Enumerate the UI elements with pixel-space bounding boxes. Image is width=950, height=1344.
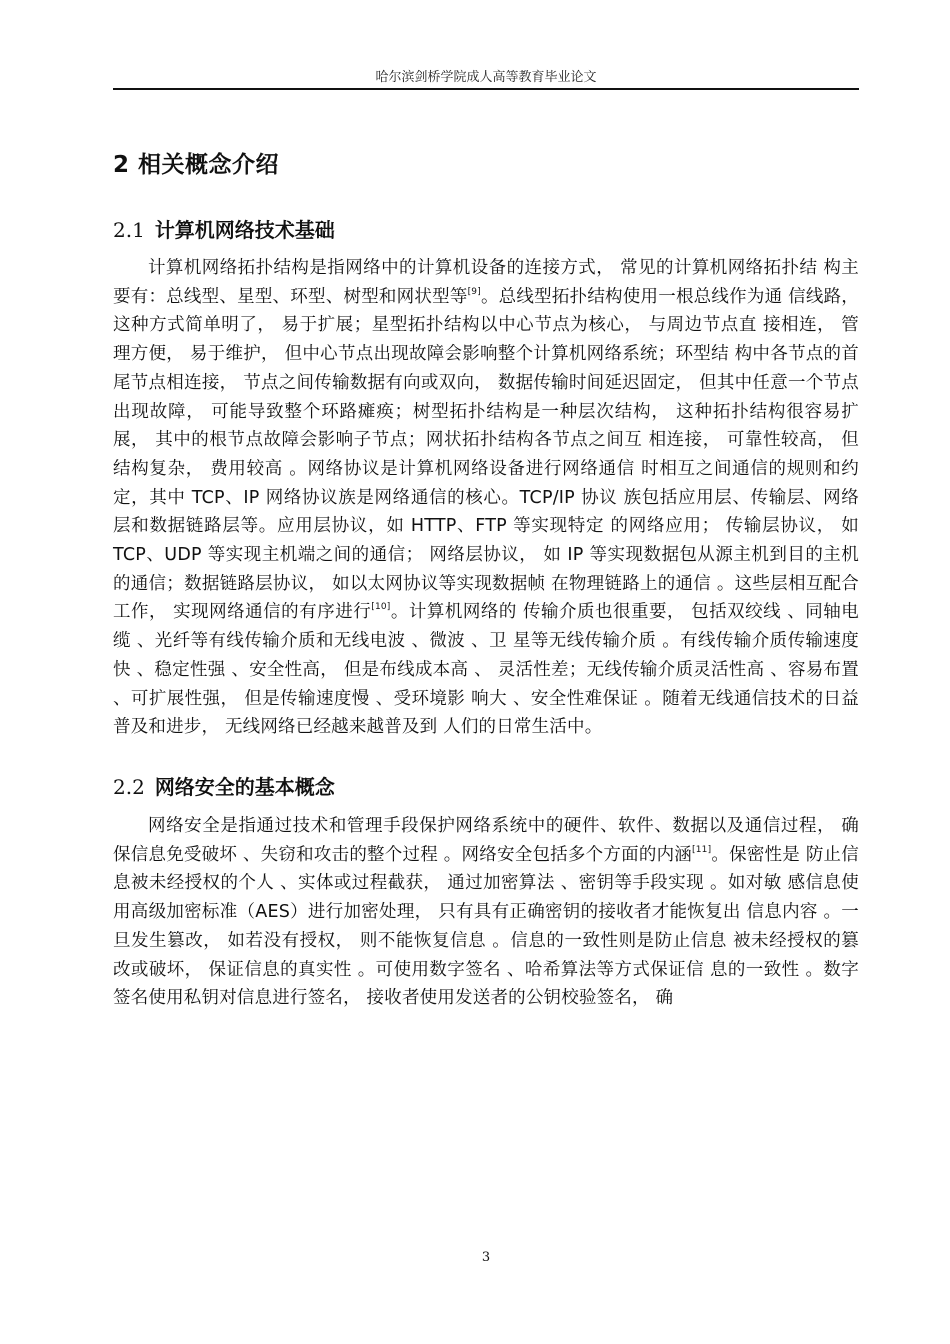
- citation-ref: [10]: [371, 602, 391, 613]
- section-heading: [113, 771, 335, 800]
- paragraph-text: 。总线型拓扑结构使用一根总线作为通 信线路， 这种方式简单明了， 易于扩展；星型拓扑结构以中心节点为核心， 与周边节点直 接相连， 管理方便， 易于维护， 但中心节点出现故障会影响整个计算机网络系统；环型结 构中各节点的首尾节点相连接， 节点之间传输数据有向或双向， 数据传输时间延迟固定， 但其中任意一个节点出现故障， 可能导致整个环路瘫痪；树型拓扑结构是一种层次结构， 这种拓扑结构很容易扩展， 其中的根节点故障会影响子节点；网状拓扑结构各节点之间互 相连接， 可靠性较高， 但结构复杂， 费用较高 。网络协议是计算机网络设备进行网络通信 时相互之间通信的规则和约定，其中 TCP、IP 网络协议族是网络通信的核心。TCP/IP 协议 族包括应用层、传输层、网络层和数据链路层等。应用层协议，如 HTTP、FTP 等实现特定 的网络应用； 传输层协议， 如 TCP、UDP 等实现主机端之间的通信； 网络层协议， 如 IP 等实现数据包从源主机到目的主机的通信；数据链路层协议， 如以太网协议等实现数据帧 在物理链路上的通信 。这些层相互配合工作， 实现网络通信的有序进行: [113, 286, 859, 623]
- section-title: 网络安全的基本概念: [154, 775, 335, 799]
- paragraph-text: 计算机网络拓扑结构是指网络中的计算机设备的连接方式， 常见的计算机网络拓扑结 构主要有：总线型、星型、环型、树型和网状型等: [113, 258, 859, 307]
- paragraph-text: 网络安全是指通过技术和管理手段保护网络系统中的硬件、软件、数据以及通信过程， 确保信息免受破坏 、失窃和攻击的整个过程 。网络安全包括多个方面的内涵: [113, 816, 859, 865]
- section-number: 2.1: [113, 218, 145, 242]
- section-number: 2.2: [113, 775, 145, 799]
- chapter-title: 2 相关概念介绍: [113, 152, 280, 178]
- citation-ref: [9]: [467, 286, 481, 297]
- body-paragraph: [113, 812, 859, 1013]
- paragraph-text: 。计算机网络的 传输介质也很重要， 包括双绞线 、同轴电缆 、光纤等有线传输介质和无线电波 、微波 、卫 星等无线传输介质 。有线传输介质传输速度快 、稳定性强 、安全性高， 但是布线成本高 、 灵活性差；无线传输介质灵活性高 、容易布置 、可扩展性强， 但是传输速度慢 、受环境影 响大 、安全性难保证 。随着无线通信技术的日益普及和进步， 无线网络已经越来越普及到 人们的日常生活中。: [113, 602, 860, 738]
- header-rule: [113, 88, 859, 90]
- body-paragraph: [113, 254, 859, 742]
- citation-ref: [11]: [692, 844, 712, 855]
- paragraph-text: 。保密性是 防止信息被未经授权的个人 、实体或过程截获， 通过加密算法 、密钥等手段实现 。如对敏 感信息使用高级加密标准（AES）进行加密处理， 只有具有正确密钥的接收者才能恢复出 信息内容 。一旦发生篡改， 如若没有授权， 则不能恢复信息 。信息的一致性则是防止信息 被未经授权的篡改或破坏， 保证信息的真实性 。可使用数字签名 、哈希算法等方式保证信 息的一致性 。数字签名使用私钥对信息进行签名， 接收者使用发送者的公钥校验签名， 确: [113, 844, 859, 1009]
- running-header: 哈尔滨剑桥学院成人高等教育毕业论文: [375, 70, 597, 85]
- page-number: 3: [481, 1250, 491, 1265]
- section-heading: [113, 214, 335, 243]
- section-title: 计算机网络技术基础: [154, 218, 335, 242]
